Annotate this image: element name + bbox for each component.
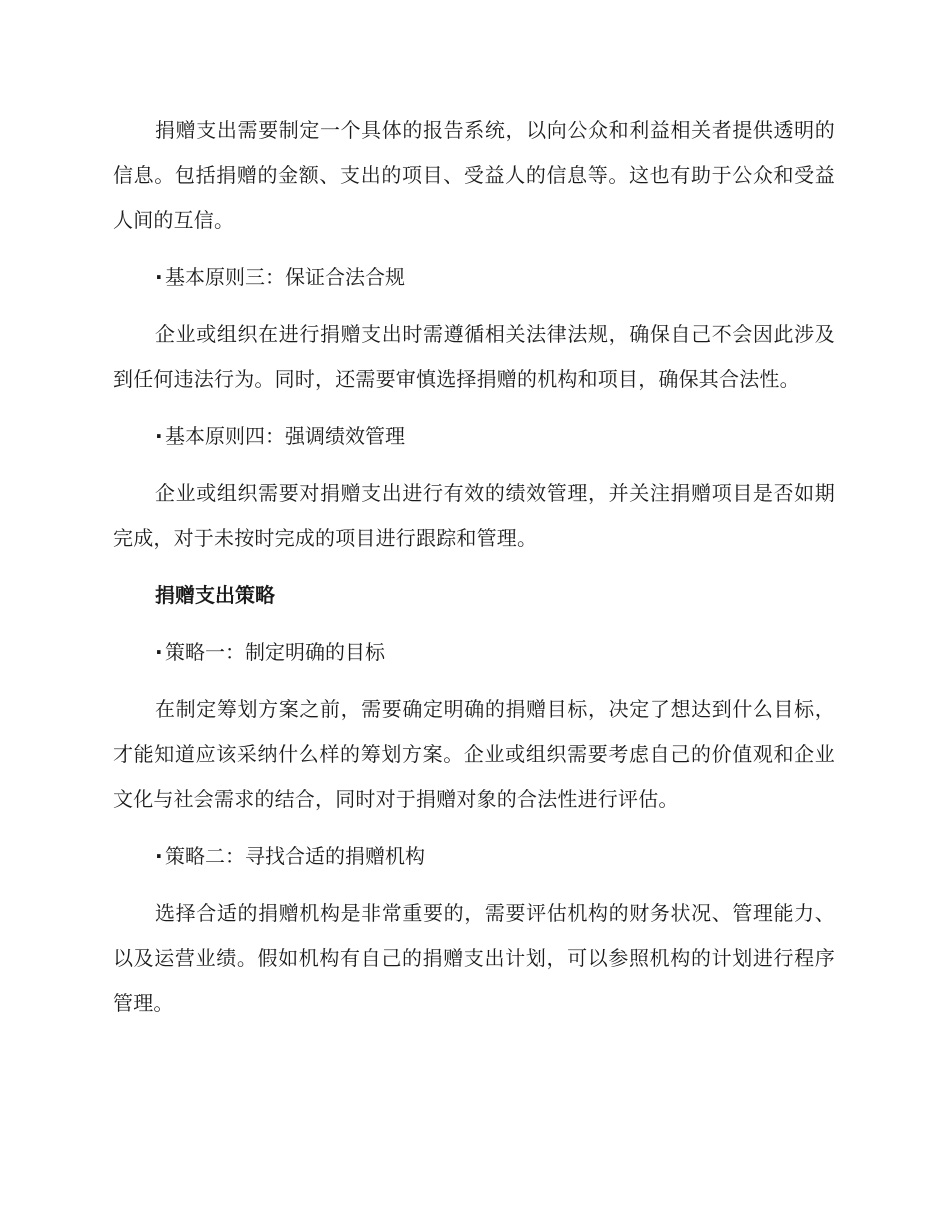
document-page: [113, 108, 835, 1026]
paragraph-reporting: 捐赠支出需要制定一个具体的报告系统，以向公众和利益相关者提供透明的信息。包括捐赠的金额、支出的项目、受益人的信息等。这也有助于公众和受益人间的互信。: [113, 118, 835, 232]
bullet-strategy-one: [113, 630, 835, 675]
bullet-label: 基本原则四：强调绩效管理: [165, 424, 405, 448]
bullet-label: 基本原则三：保证合法合规: [165, 265, 405, 289]
bullet-dot: ·: [155, 265, 163, 289]
bullet-dot: ·: [155, 640, 163, 664]
bullet-label: 策略二：寻找合适的捐赠机构: [165, 844, 425, 868]
section-heading-strategy: 捐赠支出策略: [155, 583, 275, 607]
paragraph-performance: 企业或组织需要对捐赠支出进行有效的绩效管理，并关注捐赠项目是否如期完成，对于未按时完成的项目进行跟踪和管理。: [113, 481, 835, 550]
bullet-dot: ·: [155, 844, 163, 868]
bullet-label: 策略一：制定明确的目标: [165, 640, 385, 664]
paragraph-goals: 在制定筹划方案之前，需要确定明确的捐赠目标，决定了想达到什么目标，才能知道应该采纳什么样的筹划方案。企业或组织需要考虑自己的价值观和企业文化与社会需求的结合，同时对于捐赠对象的合法性进行评估。: [113, 697, 835, 811]
paragraph-compliance: 企业或组织在进行捐赠支出时需遵循相关法律法规，确保自己不会因此涉及到任何违法行为。同时，还需要审慎选择捐赠的机构和项目，确保其合法性。: [113, 322, 835, 391]
bullet-principle-four: [113, 414, 835, 459]
bullet-strategy-two: [113, 834, 835, 879]
bullet-principle-three: [113, 255, 835, 300]
paragraph-institution: 选择合适的捐赠机构是非常重要的，需要评估机构的财务状况、管理能力、以及运营业绩。假如机构有自己的捐赠支出计划，可以参照机构的计划进行程序管理。: [113, 901, 835, 1015]
bullet-dot: ·: [155, 424, 163, 448]
